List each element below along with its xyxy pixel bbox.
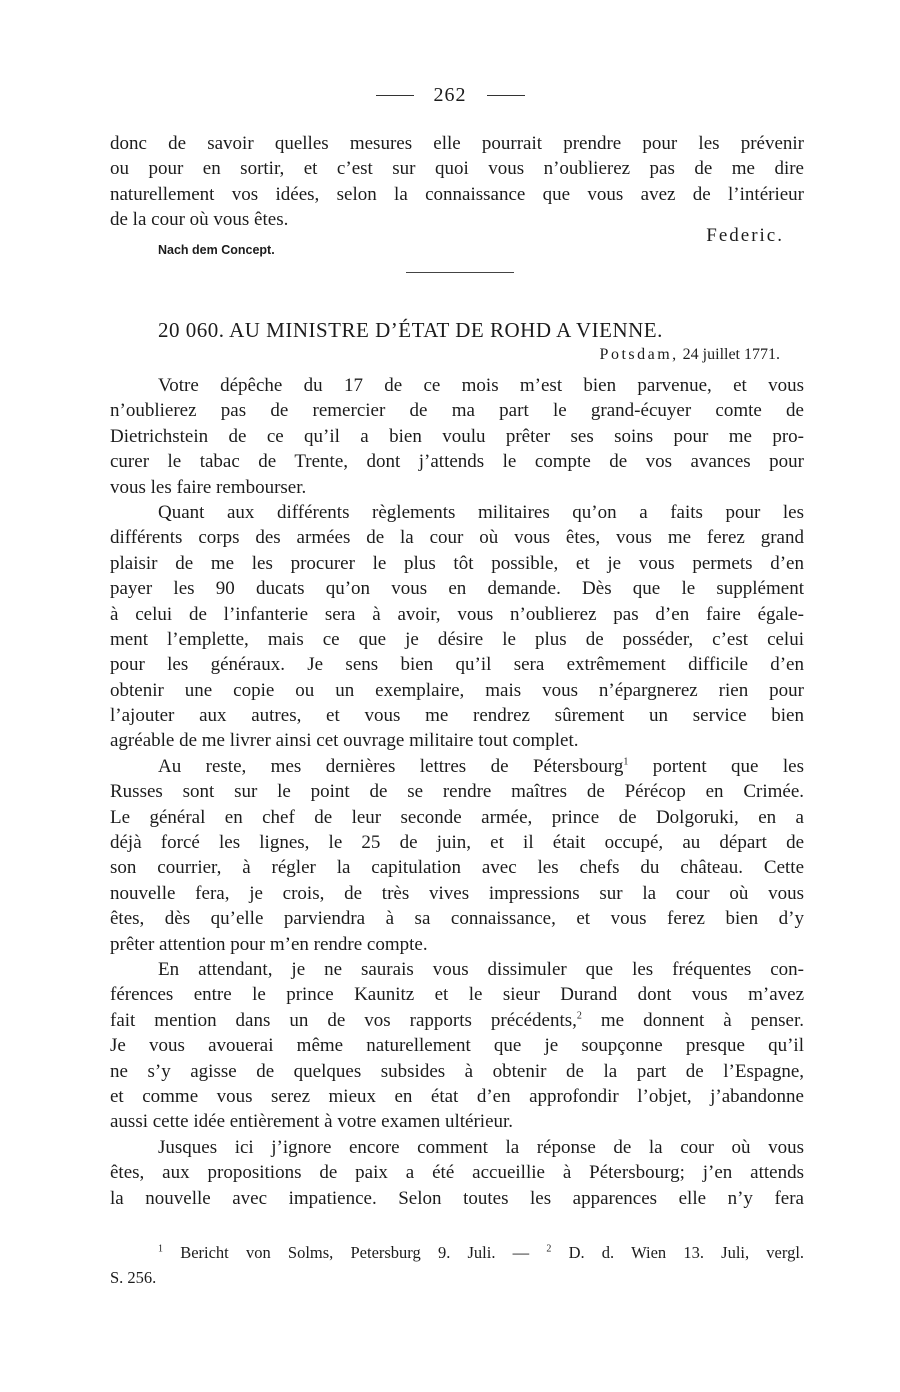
section-divider (406, 272, 514, 273)
header-dash-right (487, 95, 525, 96)
text-line: Russes sont sur le point de se rendre maîtres de Pérécop en Crimée. (110, 781, 804, 803)
opening-paragraph (110, 131, 804, 233)
page-header (0, 84, 900, 107)
text-line: nouvelle fera, je crois, de très vives impressions sur la cour où vous (110, 882, 804, 904)
text-line: n’oublierez pas de remercier de ma part le grand-écuyer comte de (110, 400, 804, 422)
text-line: vous les faire rembourser. (110, 476, 307, 498)
letter-dateline (600, 346, 780, 364)
text-line: Jusques ici j’ignore encore comment la réponse de la cour où vous (158, 1136, 804, 1158)
text-line: son courrier, à régler la capitulation avec les chefs du château. Cette (110, 857, 804, 879)
text-line (110, 1008, 804, 1033)
letter-body (110, 373, 804, 1211)
text-line: Je vous avouerai même naturellement que je soupçonne presque qu’il (110, 1035, 804, 1057)
footnote-text: D. d. Wien 13. Juli, vergl. (568, 1243, 805, 1262)
text-line: ment l’emplette, mais ce que je désire le plus de posséder, c’est celui (110, 628, 804, 650)
header-dash-left (376, 95, 414, 96)
footnote-text: Bericht von Solms, Petersburg 9. Juli. — (180, 1243, 530, 1262)
text-fragment: fait mention dans un de vos rapports précédents, (110, 1009, 577, 1031)
text-line: à celui de l’infanterie sera à avoir, vous n’oublierez pas d’en faire égale- (110, 603, 804, 625)
text-line: aussi cette idée entièrement à votre examen ultérieur. (110, 1111, 514, 1133)
text-fragment: portent que les (652, 755, 804, 777)
footnote-marker: 2 (576, 1010, 582, 1022)
page-number: 262 (433, 84, 467, 106)
text-line: obtenir une copie ou un exemplaire, mais vous n’épargnerez rien pour (110, 679, 804, 701)
text-line: êtes, dès qu’elle parviendra à sa connaissance, et vous ferez bien d’y (110, 908, 804, 930)
text-line: naturellement vos idées, selon la connaissance que vous avez de l’intérieur (110, 183, 804, 205)
footnote-marker: 1 (623, 756, 629, 768)
text-line: différents corps des armées de la cour où vous êtes, vous me ferez grand (110, 527, 804, 549)
text-line: férences entre le prince Kaunitz et le sieur Durand dont vous m’avez (110, 984, 804, 1006)
text-line: plaisir de me les procurer le plus tôt possible, et je vous permets d’en (110, 552, 804, 574)
footnote-line (110, 1240, 804, 1265)
text-line: la nouvelle avec impatience. Selon toutes les apparences elle n’y fera (110, 1187, 804, 1209)
text-line: êtes, aux propositions de paix a été accueillie à Pétersbourg; j’en attends (110, 1162, 804, 1184)
concept-note: Nach dem Concept. (158, 243, 275, 257)
text-line: prêter attention pour m’en rendre compte. (110, 933, 428, 955)
text-line: Votre dépêche du 17 de ce mois m’est bien parvenue, et vous (158, 375, 804, 396)
text-line: curer le tabac de Trente, dont j’attends le compte de vos avances pour (110, 451, 804, 473)
text-line: ne s’y agisse de quelques subsides à obtenir de la part de l’Espagne, (110, 1060, 804, 1082)
text-line: agréable de me livrer ainsi cet ouvrage militaire tout complet. (110, 730, 579, 752)
footnote-line: S. 256. (110, 1268, 157, 1287)
letter-title: 20 060. AU MINISTRE D’ÉTAT DE ROHD A VIENNE. (158, 318, 663, 342)
text-line: déjà forcé les lignes, le 25 de juin, et il était occupé, au départ de (110, 832, 804, 854)
text-line: et comme vous serez mieux en état d’en approfondir l’objet, j’abandonne (110, 1085, 804, 1107)
text-line: En attendant, je ne saurais vous dissimuler que les fréquentes con- (158, 958, 804, 980)
footnote-marker: 1 (158, 1243, 163, 1255)
text-line: payer les 90 ducats qu’on vous en demande. Dès que le supplément (110, 578, 804, 600)
text-line: donc de savoir quelles mesures elle pourrait prendre pour les prévenir (110, 133, 804, 154)
text-line: Dietrichstein de ce qu’il a bien voulu prêter ses soins pour me pro- (110, 425, 804, 447)
text-line: ou pour en sortir, et c’est sur quoi vous n’oublierez pas de me dire (110, 158, 804, 180)
text-line: Le général en chef de leur seconde armée, prince de Dolgoruki, en a (110, 806, 804, 828)
letter-date: 24 juillet 1771. (682, 346, 780, 363)
text-fragment: me donnent à penser. (600, 1009, 805, 1031)
letter-place: Potsdam, (599, 346, 679, 363)
text-fragment: Au reste, mes dernières lettres de Pétersbourg (158, 755, 624, 777)
footnote-marker: 2 (546, 1243, 552, 1255)
text-line: pour les généraux. Je sens bien qu’il sera extrêmement difficile d’en (110, 654, 804, 676)
text-line: de la cour où vous êtes. (110, 209, 289, 231)
text-line: l’ajouter aux autres, et vous me rendrez sûrement un service bien (110, 705, 804, 727)
text-line (110, 754, 804, 779)
footnotes (110, 1240, 804, 1290)
signature: Federic. (706, 225, 784, 246)
text-line: Quant aux différents règlements militaires qu’on a faits pour les (158, 501, 804, 523)
